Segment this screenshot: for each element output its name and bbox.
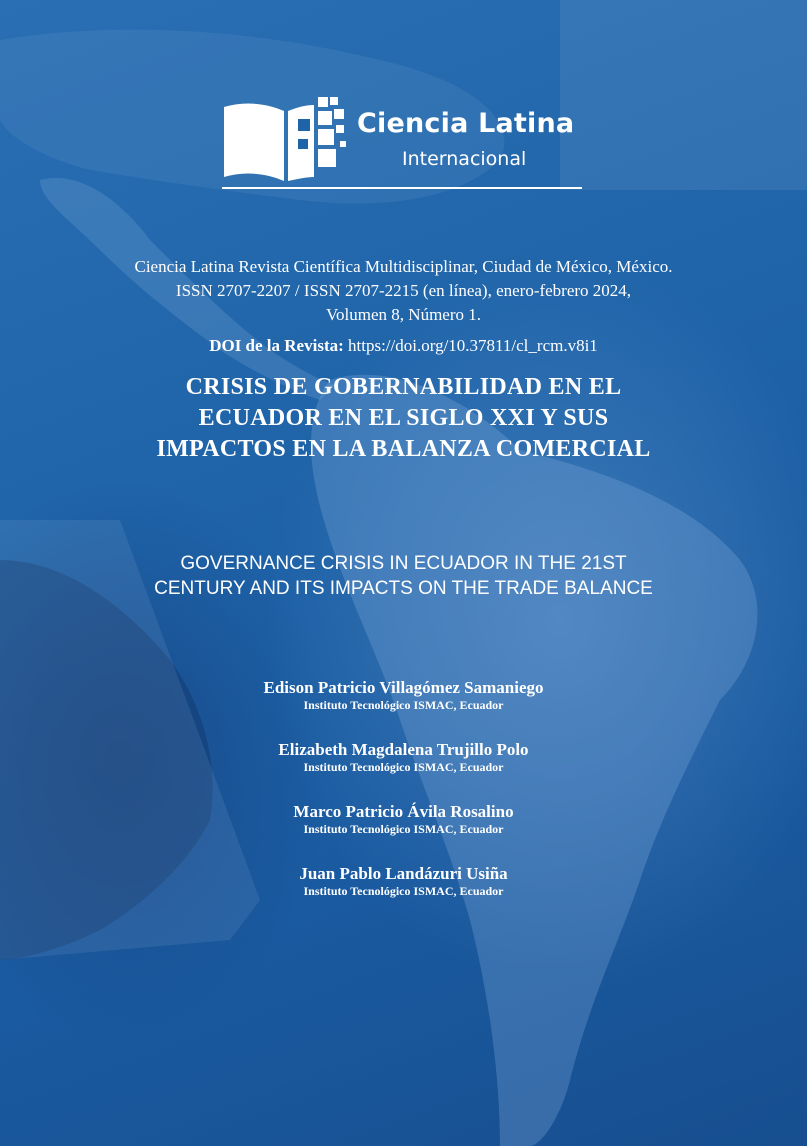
logo-subtitle: Internacional: [402, 148, 527, 170]
author-name: Juan Pablo Landázuri Usiña: [299, 864, 508, 883]
journal-info: [40, 255, 767, 327]
open-book-pixel-icon: [222, 95, 352, 185]
doi-link[interactable]: https://doi.org/10.37811/cl_rcm.v8i1: [348, 336, 598, 355]
title-line: CENTURY AND ITS IMPACTS ON THE TRADE BALANCE: [154, 578, 653, 599]
journal-info-line: ISSN 2707-2207 / ISSN 2707-2215 (en línea), enero-febrero 2024,: [175, 281, 632, 300]
author-entry: [40, 864, 767, 926]
author-entry: [40, 802, 767, 864]
author-affiliation: Instituto Tecnológico ISMAC, Ecuador: [303, 760, 504, 774]
doi-line: [40, 336, 767, 356]
document-sheet-shape: [560, 0, 807, 190]
title-line: ECUADOR EN EL SIGLO XXI Y SUS: [198, 405, 609, 431]
journal-info-line: Volumen 8, Número 1.: [325, 305, 482, 324]
author-entry: [40, 678, 767, 740]
doi-label: DOI de la Revista:: [209, 336, 344, 355]
journal-info-line: Ciencia Latina Revista Científica Multidisciplinar, Ciudad de México, México.: [134, 257, 673, 276]
logo-underline: [222, 187, 582, 189]
article-title-english: [40, 551, 767, 601]
author-name: Elizabeth Magdalena Trujillo Polo: [278, 740, 529, 759]
title-line: GOVERNANCE CRISIS IN ECUADOR IN THE 21ST: [180, 553, 627, 574]
author-affiliation: Instituto Tecnológico ISMAC, Ecuador: [303, 698, 504, 712]
author-list: [40, 678, 767, 926]
author-entry: [40, 740, 767, 802]
title-line: CRISIS DE GOBERNABILIDAD EN EL: [185, 374, 622, 400]
author-affiliation: Instituto Tecnológico ISMAC, Ecuador: [303, 822, 504, 836]
author-affiliation: Instituto Tecnológico ISMAC, Ecuador: [303, 884, 504, 898]
article-title-spanish: [40, 372, 767, 465]
author-name: Edison Patricio Villagómez Samaniego: [263, 678, 544, 697]
logo-title: Ciencia Latina: [357, 108, 575, 139]
title-line: IMPACTOS EN LA BALANZA COMERCIAL: [156, 436, 651, 462]
journal-logo: [222, 95, 587, 195]
author-name: Marco Patricio Ávila Rosalino: [293, 802, 514, 821]
